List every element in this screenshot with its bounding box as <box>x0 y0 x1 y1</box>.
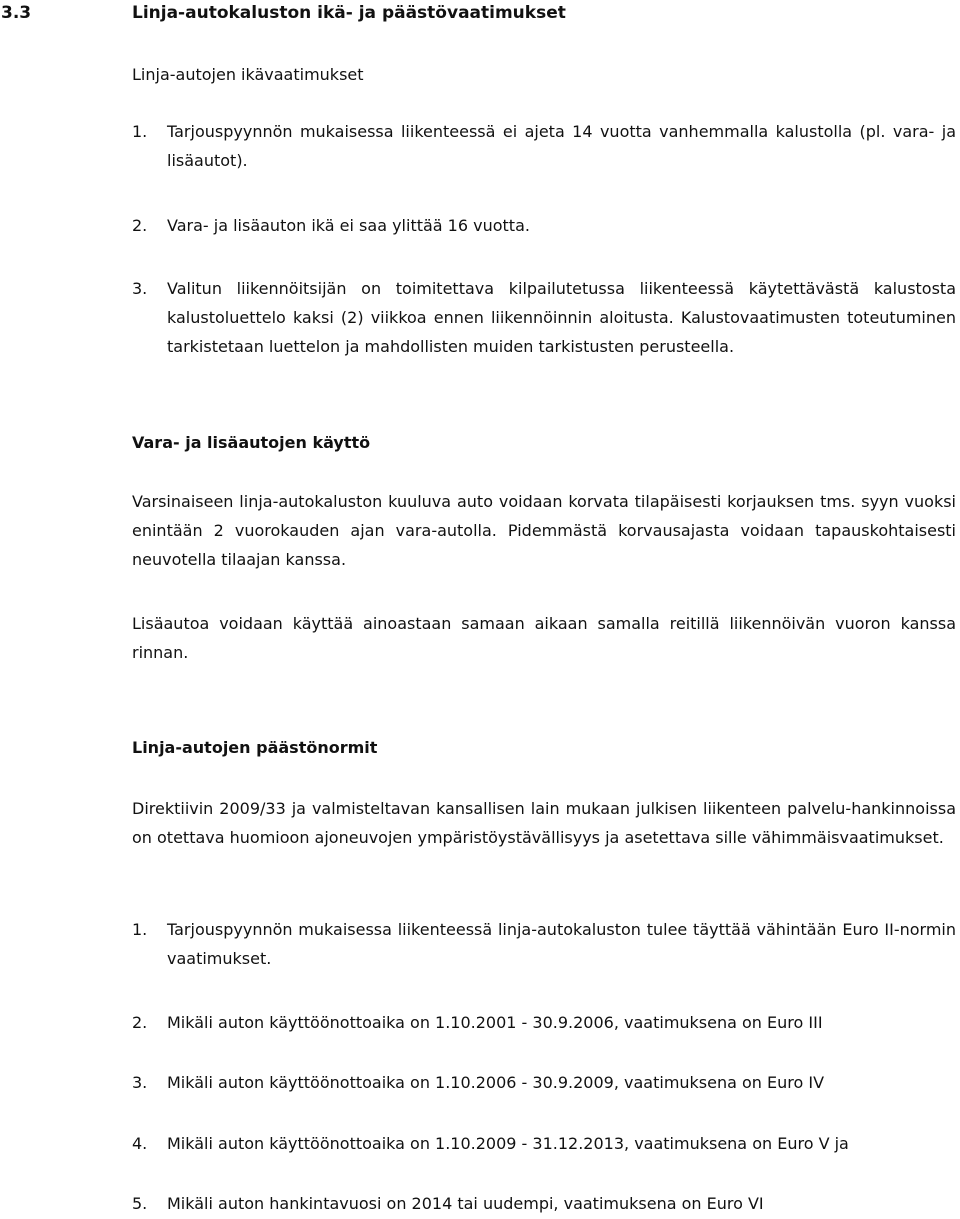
list-item-text: Tarjouspyynnön mukaisessa liikenteessä ei ajeta 14 vuotta vanhemmalla kalustolla (pl. vara- ja lisäautot). <box>167 122 956 170</box>
emission-item-2 <box>132 1008 956 1037</box>
section-title: Linja-autokaluston ikä- ja päästövaatimukset <box>132 3 566 23</box>
age-requirements-heading: Linja-autojen ikävaatimukset <box>132 65 364 84</box>
section-heading <box>0 0 960 26</box>
emission-item-4 <box>132 1129 956 1158</box>
emission-item-5 <box>132 1189 956 1218</box>
list-item-text: Vara- ja lisäauton ikä ei saa ylittää 16 vuotta. <box>167 216 530 235</box>
list-item-text: Valitun liikennöitsijän on toimitettava kilpailutetussa liikenteessä käytettävästä kalustosta kalustoluettelo kaksi (2) viikkoa ennen liikennöinnin aloitusta. Kalustovaatimusten toteutuminen tarkistetaan luettelon ja mahdollisten muiden tarkistusten perusteella. <box>167 279 956 356</box>
age-item-2 <box>132 211 956 240</box>
age-item-3 <box>132 274 956 361</box>
spare-vehicles-heading: Vara- ja lisäautojen käyttö <box>132 433 371 452</box>
list-item-text: Mikäli auton käyttöönottoaika on 1.10.2009 - 31.12.2013, vaatimuksena on Euro V ja <box>167 1134 849 1153</box>
list-item-number: 5. <box>132 1194 148 1213</box>
list-item-number: 2. <box>132 216 148 235</box>
spare-vehicles-paragraph-1: Varsinaiseen linja-autokaluston kuuluva auto voidaan korvata tilapäisesti korjauksen tms. syyn vuoksi enintään 2 vuorokauden ajan vara-autolla. Pidemmästä korvausajasta voidaan tapauskohtaisesti neuvotella tilaajan kanssa. <box>132 492 956 569</box>
section-number: 3.3 <box>1 3 32 23</box>
age-item-1 <box>132 117 956 175</box>
list-item-number: 4. <box>132 1134 148 1153</box>
list-item-number: 1. <box>132 122 148 141</box>
list-item-number: 3. <box>132 1073 148 1092</box>
list-item-text: Mikäli auton käyttöönottoaika on 1.10.2001 - 30.9.2006, vaatimuksena on Euro III <box>167 1013 823 1032</box>
list-item-number: 2. <box>132 1013 148 1032</box>
list-item-text: Mikäli auton hankintavuosi on 2014 tai uudempi, vaatimuksena on Euro VI <box>167 1194 764 1213</box>
emission-item-3 <box>132 1068 956 1097</box>
list-item-number: 3. <box>132 279 148 298</box>
emission-item-1 <box>132 915 956 973</box>
list-item-number: 1. <box>132 920 148 939</box>
spare-vehicles-paragraph-2: Lisäautoa voidaan käyttää ainoastaan samaan aikaan samalla reitillä liikennöivän vuoron kanssa rinnan. <box>132 614 956 662</box>
emission-standards-paragraph: Direktiivin 2009/33 ja valmisteltavan kansallisen lain mukaan julkisen liikenteen palvelu-hankinnoissa on otettava huomioon ajoneuvojen ympäristöystävällisyys ja asetettava sille vähimmäisvaatimukset. <box>132 799 956 847</box>
emission-standards-heading: Linja-autojen päästönormit <box>132 738 378 757</box>
list-item-text: Mikäli auton käyttöönottoaika on 1.10.2006 - 30.9.2009, vaatimuksena on Euro IV <box>167 1073 825 1092</box>
list-item-text: Tarjouspyynnön mukaisessa liikenteessä linja-autokaluston tulee täyttää vähintään Euro II-normin vaatimukset. <box>167 920 956 968</box>
